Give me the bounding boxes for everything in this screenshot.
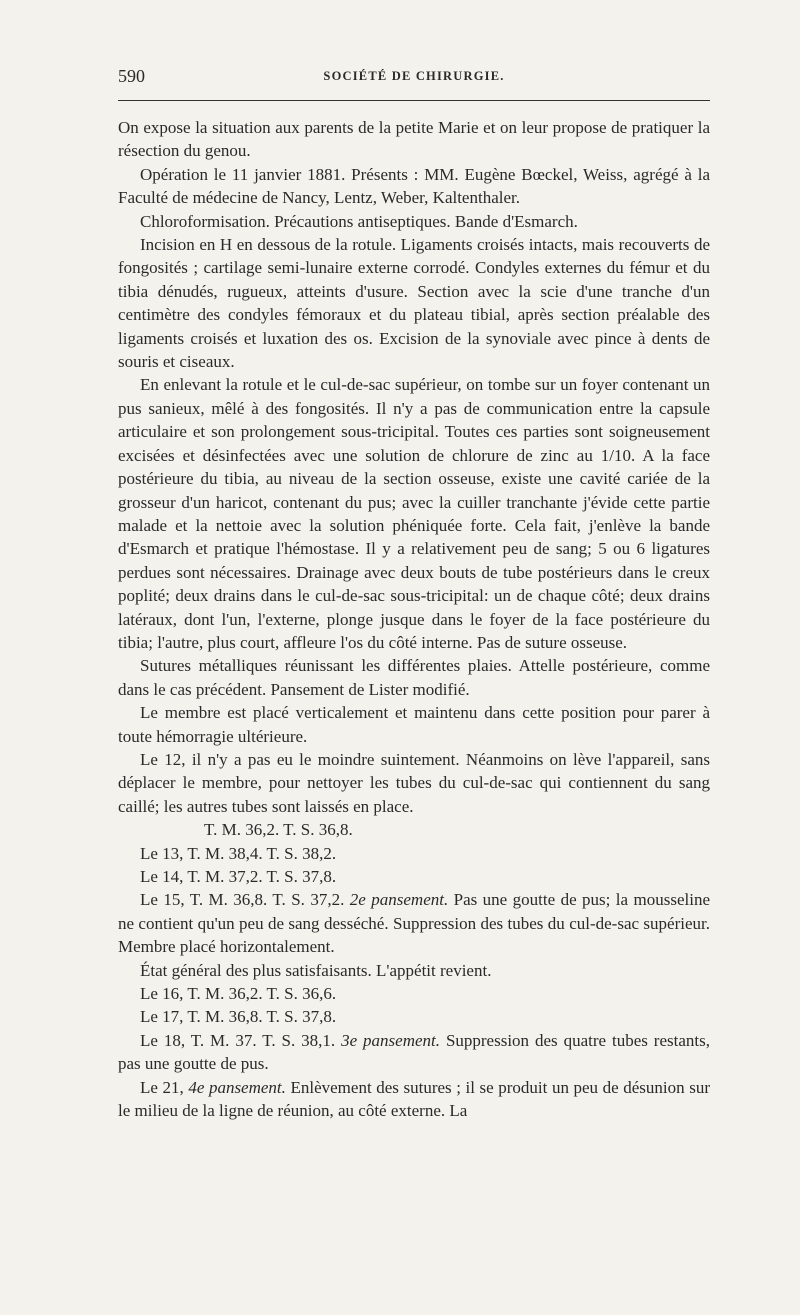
entry-18-italic: 3e pansement. xyxy=(341,1030,441,1050)
entry-15 xyxy=(118,888,710,958)
entry-21 xyxy=(118,1076,710,1123)
entry-18-suffix: Suppression des quatre tubes restants, pas une goutte de pus. xyxy=(118,1030,710,1074)
entry-15-suffix: Pas une goutte de pus; la mousseline ne contient qu'un peu de sang desséché. Suppression des tubes du cul-de-sac supérieur. Membre placé horizontalement. xyxy=(118,890,710,957)
page-header xyxy=(118,66,710,90)
paragraph: On expose la situation aux parents de la petite Marie et on leur propose de pratiquer la résection du genou. xyxy=(118,118,710,161)
paragraph: Le membre est placé verticalement et maintenu dans cette position pour parer à toute hémorragie ultérieure. xyxy=(118,703,710,746)
entry-18 xyxy=(118,1029,710,1076)
temperature-line: T. M. 36,2. T. S. 36,8. xyxy=(204,820,353,840)
temperature-line: Le 13, T. M. 38,4. T. S. 38,2. xyxy=(140,843,337,863)
temperature-line: Le 14, T. M. 37,2. T. S. 37,8. xyxy=(140,867,337,886)
entry-21-suffix: Enlèvement des sutures ; il se produit un peu de désunion sur le milieu de la ligne de réunion, au côté externe. La xyxy=(118,1077,710,1121)
paragraph: Chloroformisation. Précautions antiseptiques. Bande d'Esmarch. xyxy=(140,211,578,231)
temperature-line: Le 17, T. M. 36,8. T. S. 37,8. xyxy=(140,1007,337,1027)
running-title: SOCIÉTÉ DE CHIRURGIE. xyxy=(323,69,505,83)
entry-15-prefix: Le 15, T. M. 36,8. T. S. 37,2. xyxy=(140,890,350,910)
paragraph: Opération le 11 janvier 1881. Présents : MM. Eugène Bœckel, Weiss, agrégé à la Faculté de médecine de Nancy, Lentz, Weber, Kaltenthaler. xyxy=(118,164,710,208)
paragraph: État général des plus satisfaisants. L'appétit revient. xyxy=(140,960,492,980)
page-number: 590 xyxy=(118,66,145,86)
entry-21-prefix: Le 21, xyxy=(140,1077,189,1097)
body-text xyxy=(118,116,710,1122)
entry-21-italic: 4e pansement. xyxy=(188,1077,286,1097)
header-rule xyxy=(118,100,710,101)
paragraph: En enlevant la rotule et le cul-de-sac supérieur, on tombe sur un foyer contenant un pus sanieux, mêlé à des fongosités. Il n'y a pas de communication entre la capsule articulaire et son prolongement sous-tricipital. Toutes ces parties sont soigneusement excisées et désinfectées avec une solution de chlorure de zinc au 1/10. A la face postérieure du tibia, au niveau de la section osseuse, existe une cavité cariée de la grosseur d'un haricot, contenant du pus; avec la cuiller tranchante j'évide cette partie malade et la nettoie avec la solution phéniquée forte. Cela fait, j'enlève la bande d'Esmarch et pratique l'hémostase. Il y a relativement peu de sang; 5 ou 6 ligatures perdues sont nécessaires. Drainage avec deux bouts de tube postérieurs dans le creux poplité; deux drains dans le cul-de-sac sous-tricipital: un de chaque côté; deux drains latéraux, dont l'un, l'externe, plonge jusque dans le foyer de la face postérieure du tibia; l'autre, plus court, affleure l'os du côté interne. Pas de suture osseuse. xyxy=(118,375,710,652)
paragraph: Le 12, il n'y a pas eu le moindre suintement. Néanmoins on lève l'appareil, sans déplacer le membre, pour nettoyer les tubes du cul-de-sac qui contiennent du sang caillé; les autres tubes sont laissés en place. xyxy=(118,749,710,816)
paragraph: Sutures métalliques réunissant les différentes plaies. Attelle postérieure, comme dans le cas précédent. Pansement de Lister modifié. xyxy=(118,656,710,699)
temperature-line: Le 16, T. M. 36,2. T. S. 36,6. xyxy=(140,984,337,1004)
entry-15-italic: 2e pansement. xyxy=(349,890,449,910)
entry-18-prefix: Le 18, T. M. 37. T. S. 38,1. xyxy=(140,1030,342,1050)
paragraph: Incision en H en dessous de la rotule. Ligaments croisés intacts, mais recouverts de fongosités ; cartilage semi-lunaire externe corrodé. Condyles externes du fémur et du tibia dénudés, rugueux, atteints d'usure. Section avec la scie d'une tranche d'un centimètre des condyles fémoraux et du plateau tibial, après section préalable des ligaments croisés et luxation des os. Excision de la synoviale avec pince à dents de souris et ciseaux. xyxy=(118,235,710,372)
